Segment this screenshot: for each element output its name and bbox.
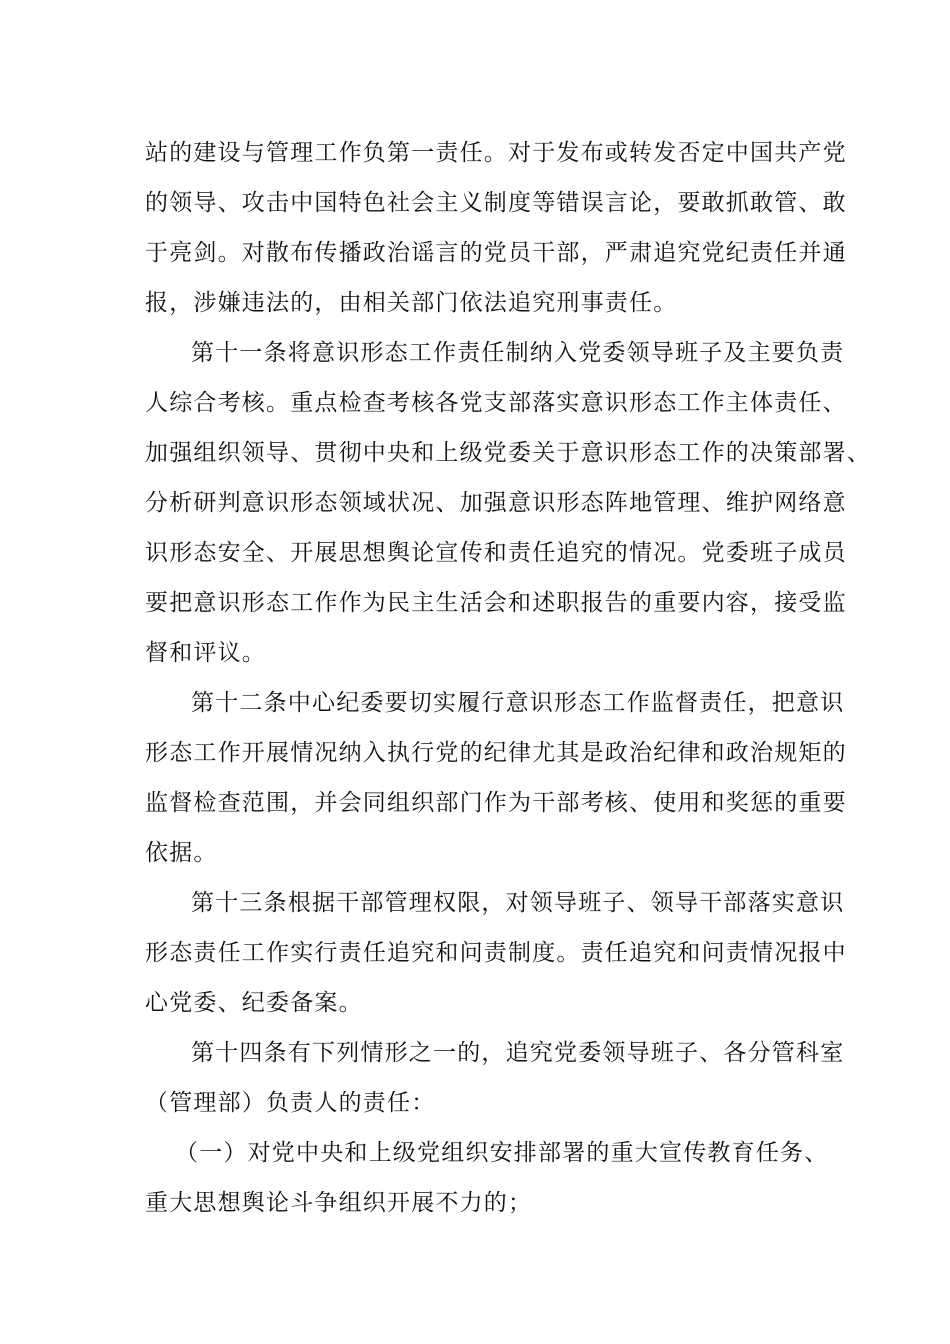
text-line: 要把意识形态工作作为民主生活会和述职报告的重要内容，接受监 (145, 590, 847, 616)
text-line: 依据。 (145, 840, 218, 866)
text-line: 于亮剑。对散布传播政治谣言的党员干部，严肃追究党纪责任并通 (145, 240, 847, 266)
text-line: 第十四条有下列情形之一的，追究党委领导班子、各分管科室 (191, 1040, 845, 1066)
paragraph-item-1 (145, 1128, 829, 1228)
text-line: 分析研判意识形态领域状况、加强意识形态阵地管理、维护网络意 (145, 490, 847, 516)
text-line: 的领导、攻击中国特色社会主义制度等错误言论，要敢抓敢管、敢 (145, 190, 847, 216)
text-line: 心党委、纪委备案。 (145, 990, 363, 1016)
paragraph-1 (145, 128, 847, 328)
text-line: 人综合考核。重点检查考核各党支部落实意识形态工作主体责任、 (145, 390, 847, 416)
text-line: 识形态安全、开展思想舆论宣传和责任追究的情况。党委班子成员 (145, 540, 847, 566)
text-line: 加强组织领导、贯彻中央和上级党委关于意识形态工作的决策部署、 (145, 440, 871, 466)
paragraph-article-13 (145, 878, 847, 1028)
paragraph-article-11 (145, 328, 871, 678)
paragraph-article-12 (145, 678, 847, 878)
document-body (145, 128, 871, 1228)
text-line: 督和评议。 (145, 640, 266, 666)
text-line: 站的建设与管理工作负第一责任。对于发布或转发否定中国共产党 (145, 140, 847, 166)
text-line: 形态责任工作实行责任追究和问责制度。责任追究和问责情况报中 (145, 940, 847, 966)
text-line: 监督检查范围，并会同组织部门作为干部考核、使用和奖惩的重要 (145, 790, 847, 816)
text-line: 第十一条将意识形态工作责任制纳入党委领导班子及主要负责 (191, 340, 845, 366)
text-line: 第十三条根据干部管理权限，对领导班子、领导干部落实意识 (191, 890, 845, 916)
text-line: 报，涉嫌违法的，由相关部门依法追究刑事责任。 (145, 290, 678, 316)
text-line: （一）对党中央和上级党组织安排部署的重大宣传教育任务、 (175, 1140, 829, 1166)
text-line: 形态工作开展情况纳入执行党的纪律尤其是政治纪律和政治规矩的 (145, 740, 847, 766)
paragraph-article-14 (145, 1028, 845, 1128)
text-line: （管理部）负责人的责任： (145, 1090, 436, 1116)
text-line: 重大思想舆论斗争组织开展不力的； (145, 1190, 533, 1216)
text-line: 第十二条中心纪委要切实履行意识形态工作监督责任，把意识 (191, 690, 845, 716)
